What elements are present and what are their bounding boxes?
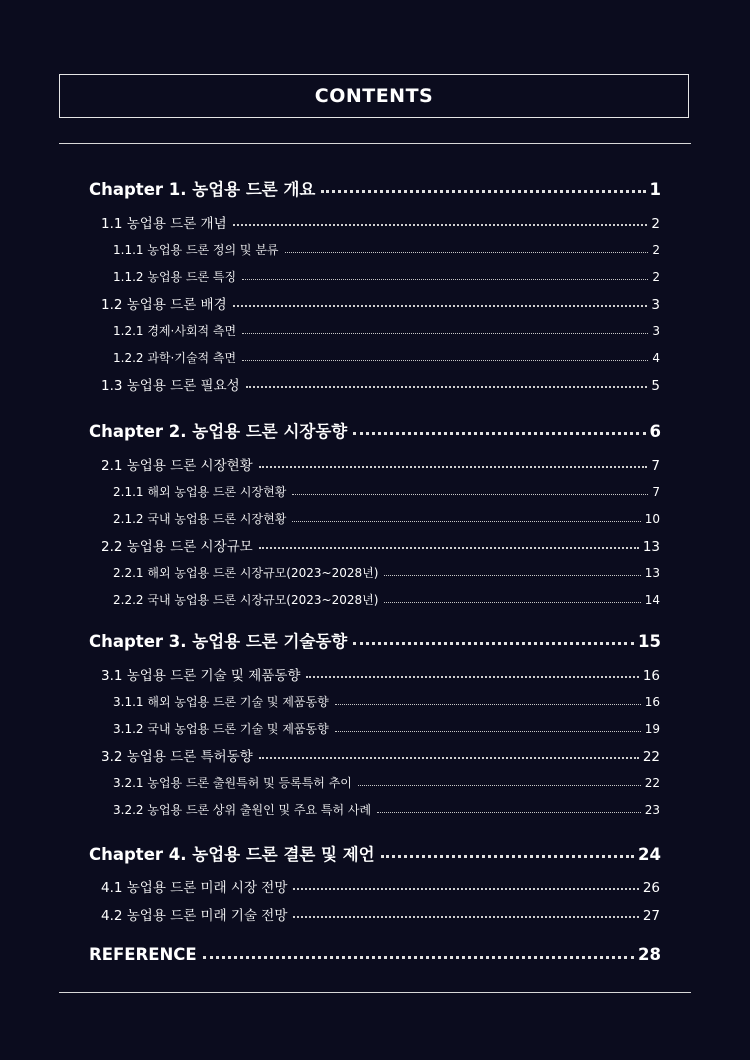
toc-entry-sub[interactable] bbox=[113, 591, 660, 608]
toc-entry-label: 3.1 농업용 드론 기술 및 제품동향 bbox=[101, 668, 301, 684]
dot-leader bbox=[292, 521, 640, 522]
toc-entry-page-number: 22 bbox=[644, 776, 660, 790]
toc-entry-label: 1.1.2 농업용 드론 특징 bbox=[113, 270, 237, 284]
dot-leader bbox=[259, 547, 639, 549]
dot-leader bbox=[306, 676, 638, 678]
toc-entry-page-number: 1 bbox=[649, 180, 661, 199]
toc-entry-page-number: 14 bbox=[644, 593, 660, 607]
toc-entry-label: 2.1 농업용 드론 시장현황 bbox=[101, 458, 253, 474]
toc-entry-sec[interactable] bbox=[101, 374, 660, 394]
toc-entry-sub[interactable] bbox=[113, 349, 660, 366]
toc-entry-page-number: 13 bbox=[644, 566, 660, 580]
dot-leader bbox=[377, 812, 641, 813]
toc-entry-label: 2.2 농업용 드론 시장규모 bbox=[101, 539, 253, 555]
toc-entry-sub[interactable] bbox=[113, 774, 660, 791]
toc-entry-page-number: 13 bbox=[642, 539, 660, 555]
toc-entry-label: 3.2.2 농업용 드론 상위 출원인 및 주요 특허 사례 bbox=[113, 803, 372, 817]
toc-entry-label: 2.2.2 국내 농업용 드론 시장규모(2023~2028년) bbox=[113, 593, 379, 607]
toc-entry-label: 3.2 농업용 드론 특허동향 bbox=[101, 749, 253, 765]
dot-leader bbox=[242, 279, 648, 280]
toc-entry-page-number: 23 bbox=[644, 803, 660, 817]
toc-entry-sub[interactable] bbox=[113, 693, 660, 710]
toc-entry-page-number: 7 bbox=[652, 485, 660, 499]
toc-entry-page-number: 7 bbox=[651, 458, 660, 474]
top-divider bbox=[59, 143, 691, 144]
toc-entry-page-number: 4 bbox=[652, 351, 660, 365]
toc-entry-page-number: 16 bbox=[642, 668, 660, 684]
toc-entry-sub[interactable] bbox=[113, 720, 660, 737]
bottom-divider bbox=[59, 992, 691, 993]
dot-leader bbox=[353, 432, 645, 435]
dot-leader bbox=[242, 333, 648, 334]
toc-entry-chapter[interactable] bbox=[89, 945, 661, 964]
toc-entry-label: 2.2.1 해외 농업용 드론 시장규모(2023~2028년) bbox=[113, 566, 379, 580]
dot-leader bbox=[321, 190, 645, 193]
toc-entry-page-number: 28 bbox=[638, 945, 661, 964]
dot-leader bbox=[292, 494, 648, 495]
dot-leader bbox=[381, 855, 634, 858]
toc-entry-sec[interactable] bbox=[101, 212, 660, 232]
dot-leader bbox=[259, 466, 648, 468]
toc-entry-sub[interactable] bbox=[113, 268, 660, 285]
toc-entry-label: 1.2.2 과학·기술적 측면 bbox=[113, 351, 237, 365]
dot-leader bbox=[285, 252, 649, 253]
contents-title-box bbox=[59, 74, 689, 118]
toc-entry-label: 1.1 농업용 드론 개념 bbox=[101, 216, 227, 232]
toc-entry-chapter[interactable] bbox=[89, 841, 661, 865]
dot-leader bbox=[384, 602, 640, 603]
toc-entry-page-number: 16 bbox=[644, 695, 660, 709]
dot-leader bbox=[335, 704, 641, 705]
toc-entry-page-number: 2 bbox=[652, 270, 660, 284]
dot-leader bbox=[335, 731, 641, 732]
toc-entry-label: 1.2 농업용 드론 배경 bbox=[101, 297, 227, 313]
toc-entry-chapter[interactable] bbox=[89, 176, 661, 200]
toc-entry-sub[interactable] bbox=[113, 322, 660, 339]
toc-entry-sub[interactable] bbox=[113, 564, 660, 581]
toc-entry-sec[interactable] bbox=[101, 904, 660, 924]
toc-entry-page-number: 22 bbox=[642, 749, 660, 765]
dot-leader bbox=[233, 305, 648, 307]
toc-entry-sub[interactable] bbox=[113, 483, 660, 500]
toc-entry-chapter[interactable] bbox=[89, 628, 661, 652]
dot-leader bbox=[293, 916, 638, 918]
toc-entry-sec[interactable] bbox=[101, 745, 660, 765]
toc-entry-page-number: 27 bbox=[642, 908, 660, 924]
toc-entry-chapter[interactable] bbox=[89, 418, 661, 442]
toc-entry-label: Chapter 4. 농업용 드론 결론 및 제언 bbox=[89, 845, 375, 864]
dot-leader bbox=[246, 386, 648, 388]
dot-leader bbox=[353, 642, 634, 645]
toc-entry-label: Chapter 1. 농업용 드론 개요 bbox=[89, 180, 316, 199]
toc-entry-label: 3.2.1 농업용 드론 출원특허 및 등록특허 추이 bbox=[113, 776, 352, 790]
toc-entry-page-number: 6 bbox=[649, 422, 661, 441]
toc-entry-page-number: 24 bbox=[638, 845, 661, 864]
toc-entry-page-number: 2 bbox=[651, 216, 660, 232]
toc-entry-label: 1.2.1 경제·사회적 측면 bbox=[113, 324, 237, 338]
toc-entry-page-number: 3 bbox=[652, 324, 660, 338]
dot-leader bbox=[384, 575, 640, 576]
toc-entry-label: 1.3 농업용 드론 필요성 bbox=[101, 378, 240, 394]
toc-entry-sec[interactable] bbox=[101, 664, 660, 684]
toc-entry-sub[interactable] bbox=[113, 241, 660, 258]
toc-entry-page-number: 19 bbox=[644, 722, 660, 736]
toc-entry-label: Chapter 3. 농업용 드론 기술동향 bbox=[89, 632, 348, 651]
toc-entry-sec[interactable] bbox=[101, 535, 660, 555]
toc-entry-label: 2.1.1 해외 농업용 드론 시장현황 bbox=[113, 485, 287, 499]
toc-entry-page-number: 10 bbox=[644, 512, 660, 526]
dot-leader bbox=[358, 785, 641, 786]
toc-entry-sub[interactable] bbox=[113, 510, 660, 527]
toc-entry-label: 1.1.1 농업용 드론 정의 및 분류 bbox=[113, 243, 279, 257]
toc-entry-sub[interactable] bbox=[113, 801, 660, 818]
toc-entry-sec[interactable] bbox=[101, 454, 660, 474]
dot-leader bbox=[242, 360, 648, 361]
toc-entry-sec[interactable] bbox=[101, 876, 660, 896]
dot-leader bbox=[203, 956, 634, 959]
toc-entry-page-number: 5 bbox=[651, 378, 660, 394]
toc-entry-label: 2.1.2 국내 농업용 드론 시장현황 bbox=[113, 512, 287, 526]
toc-entry-page-number: 3 bbox=[651, 297, 660, 313]
toc-entry-label: 3.1.1 해외 농업용 드론 기술 및 제품동향 bbox=[113, 695, 329, 709]
toc-entry-page-number: 26 bbox=[642, 880, 660, 896]
toc-entry-label: 4.1 농업용 드론 미래 시장 전망 bbox=[101, 880, 288, 896]
toc-entry-label: 3.1.2 국내 농업용 드론 기술 및 제품동향 bbox=[113, 722, 329, 736]
dot-leader bbox=[233, 224, 648, 226]
toc-entry-sec[interactable] bbox=[101, 293, 660, 313]
toc-entry-label: Chapter 2. 농업용 드론 시장동향 bbox=[89, 422, 348, 441]
toc-entry-label: REFERENCE bbox=[89, 945, 197, 964]
contents-title: CONTENTS bbox=[314, 85, 434, 107]
toc-entry-page-number: 15 bbox=[638, 632, 661, 651]
dot-leader bbox=[259, 757, 639, 759]
dot-leader bbox=[293, 888, 638, 890]
toc-entry-page-number: 2 bbox=[652, 243, 660, 257]
toc-entry-label: 4.2 농업용 드론 미래 기술 전망 bbox=[101, 908, 288, 924]
